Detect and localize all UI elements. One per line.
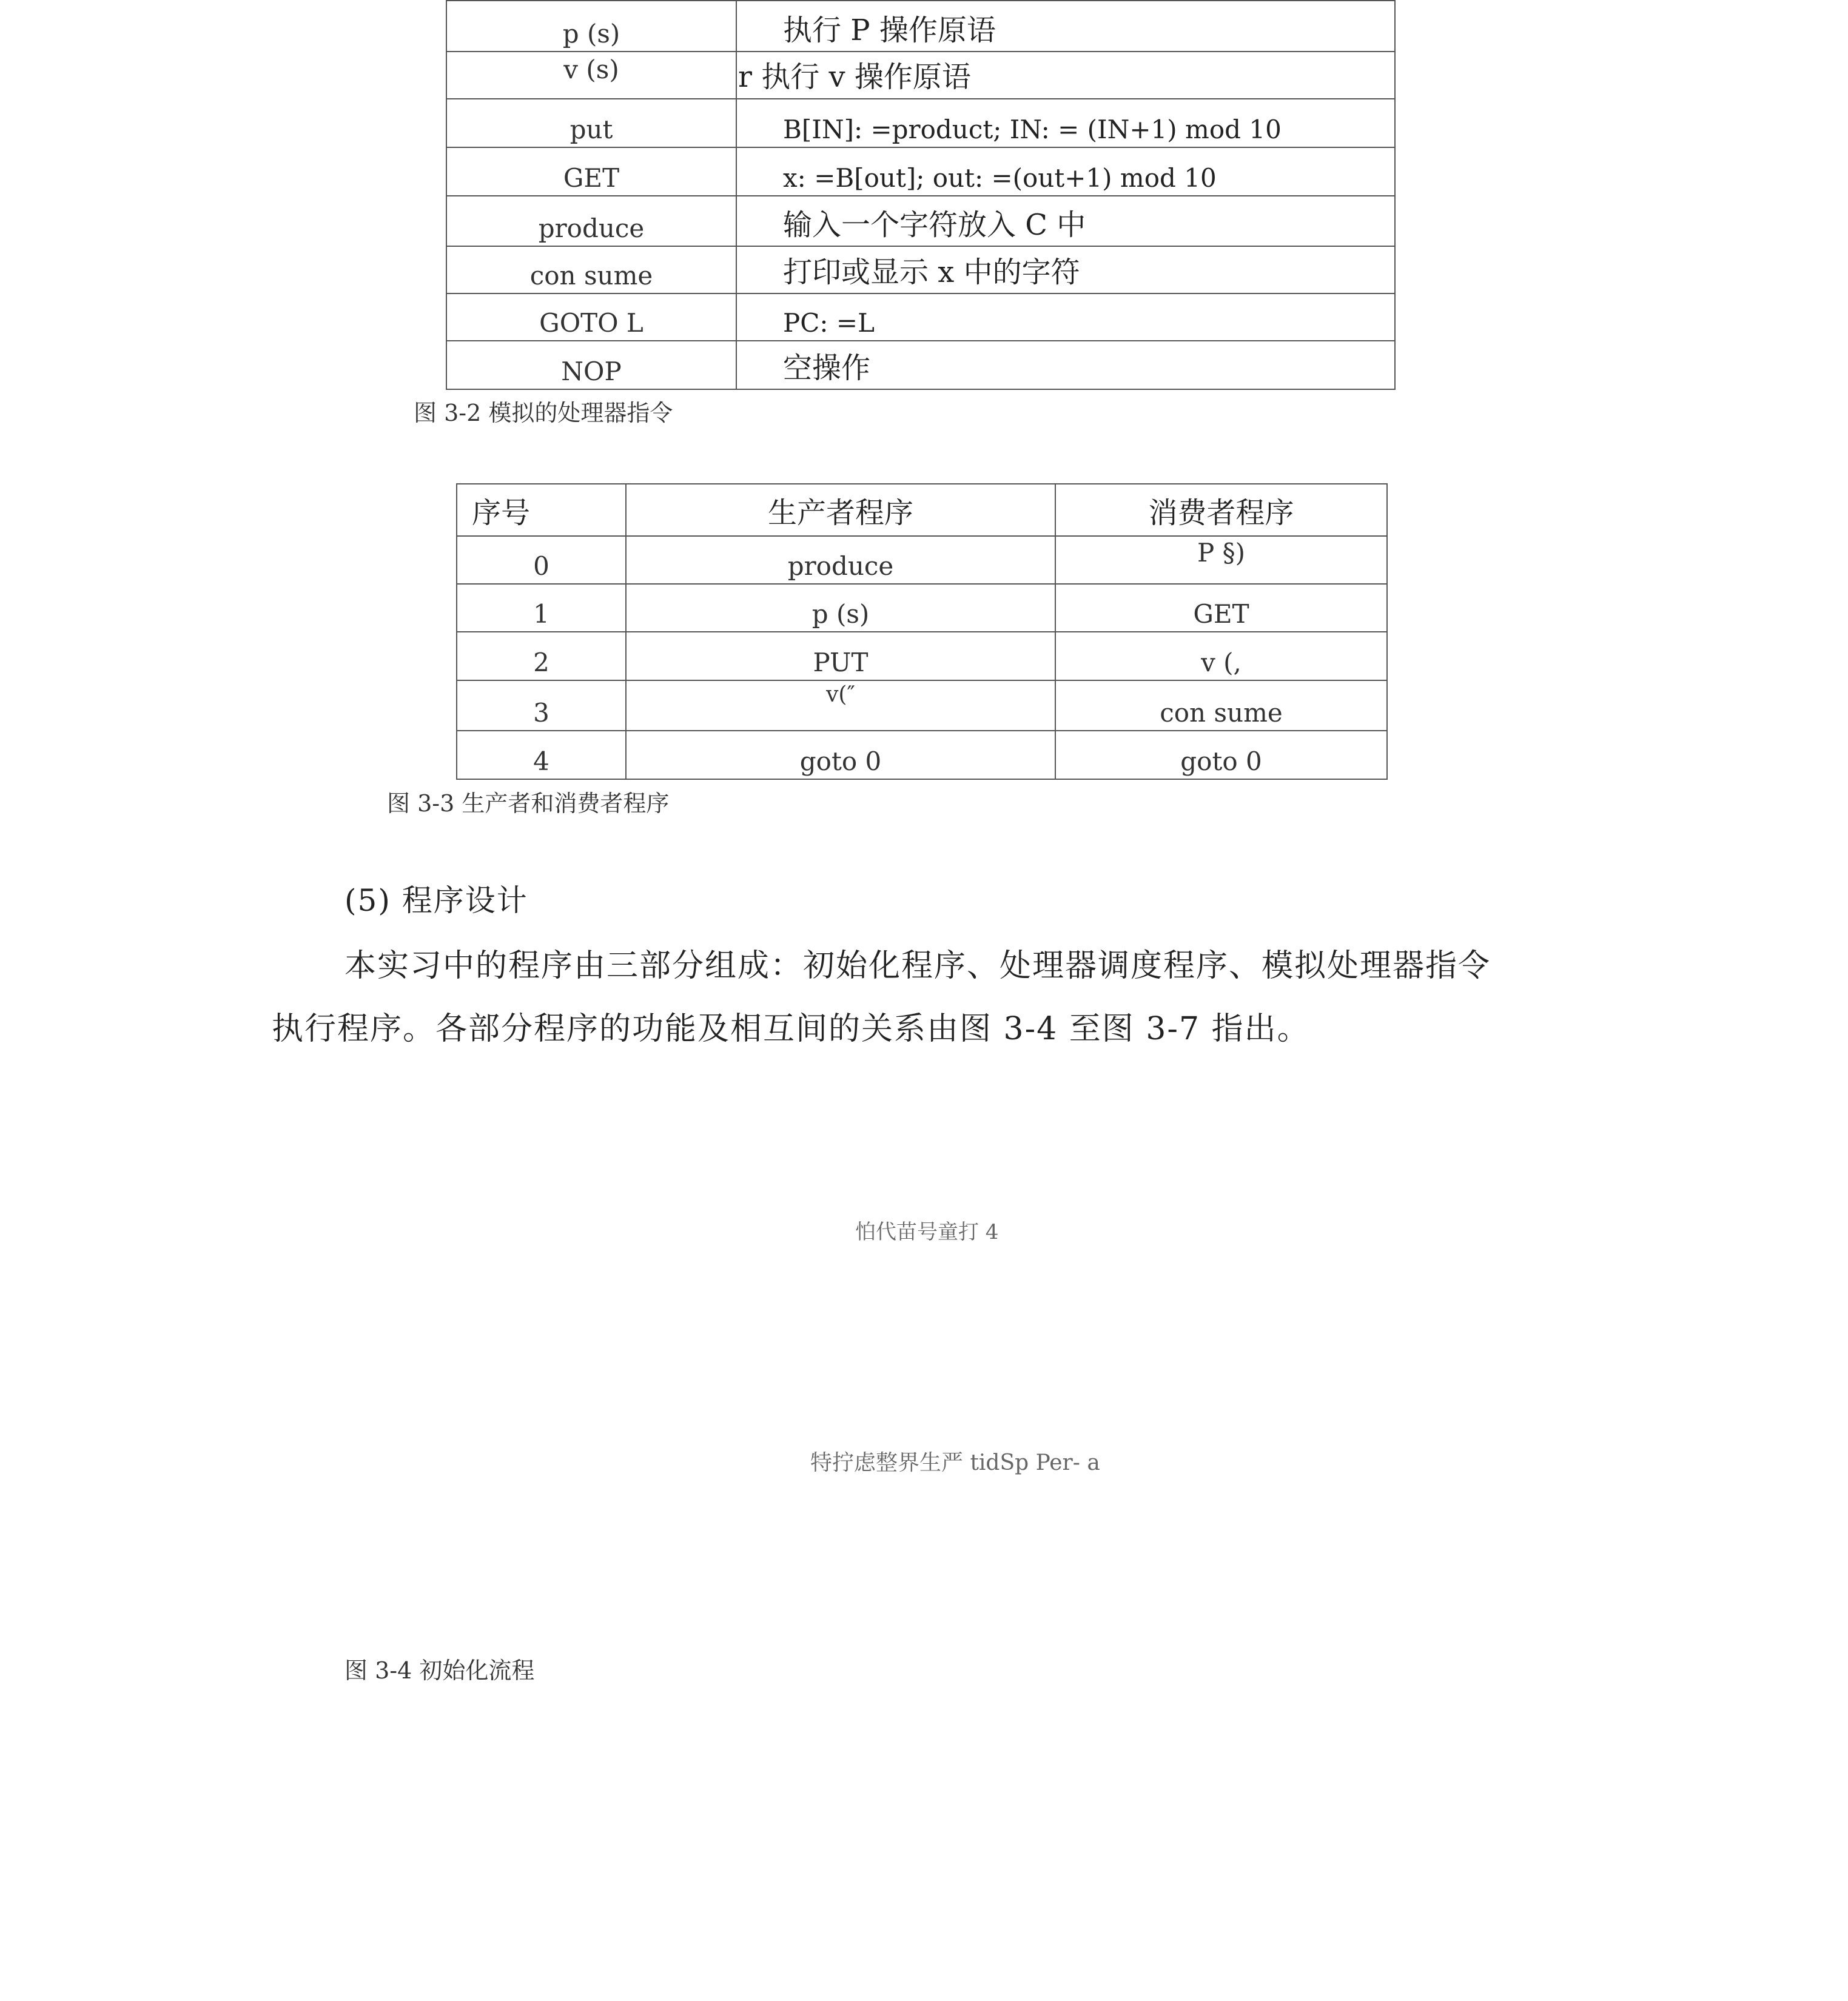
figure-label: 怕代苗号童打 4 [855,1220,999,1244]
instruction-table [446,0,1396,390]
table-row [457,536,1387,584]
table-caption: 图 3-3 生产者和消费者程序 [387,790,670,817]
paragraph-line: 执行程序。各部分程序的功能及相互间的关系由图 3-4 至图 3-7 指出。 [272,1011,1310,1047]
row-index: 1 [457,584,626,632]
consumer-cell: con sume [1055,680,1387,731]
instruction-op: con sume [446,246,736,293]
instruction-op: GET [446,147,736,196]
producer-cell: goto 0 [626,731,1055,779]
instruction-desc: x: =B[out]; out: =(out+1) mod 10 [736,147,1395,196]
table-row [446,196,1395,246]
figure-caption: 图 3-4 初始化流程 [344,1657,535,1684]
table-row [446,147,1395,196]
instruction-op: p (s) [446,1,736,52]
row-index: 4 [457,731,626,779]
table-row [457,584,1387,632]
row-index: 2 [457,632,626,680]
consumer-cell: GET [1055,584,1387,632]
instruction-op: put [446,99,736,147]
instruction-desc: r 执行 v 操作原语 [736,52,1395,99]
table-row [446,246,1395,293]
instruction-desc: 执行 P 操作原语 [736,1,1395,52]
instruction-desc: B[IN]: =product; IN: = (IN+1) mod 10 [736,99,1395,147]
instruction-desc: 空操作 [736,341,1395,389]
instruction-desc: PC: =L [736,293,1395,341]
table-header-row [457,484,1387,536]
header-index: 序号 [457,484,626,536]
consumer-cell: P §) [1055,536,1387,584]
instruction-op: GOTO L [446,293,736,341]
table-row [446,99,1395,147]
producer-cell: produce [626,536,1055,584]
program-table [456,483,1388,780]
instruction-desc: 输入一个字符放入 C 中 [736,196,1395,246]
table-caption: 图 3-2 模拟的处理器指令 [414,400,673,426]
producer-cell: v(″ [626,680,1055,731]
instruction-op: v (s) [446,52,736,99]
table-row [457,632,1387,680]
table-row [457,731,1387,779]
header-consumer: 消费者程序 [1055,484,1387,536]
consumer-cell: v (, [1055,632,1387,680]
header-producer: 生产者程序 [626,484,1055,536]
section-heading: (5) 程序设计 [344,883,528,918]
table-row [446,341,1395,389]
instruction-desc: 打印或显示 x 中的字符 [736,246,1395,293]
producer-cell: p (s) [626,584,1055,632]
producer-cell: PUT [626,632,1055,680]
row-index: 0 [457,536,626,584]
instruction-op: produce [446,196,736,246]
row-index: 3 [457,680,626,731]
instruction-op: NOP [446,341,736,389]
table-row [457,680,1387,731]
figure-label: 特拧虑整界生严 tidSp Per- a [810,1450,1100,1475]
table-row [446,293,1395,341]
consumer-cell: goto 0 [1055,731,1387,779]
paragraph-line: 本实习中的程序由三部分组成：初始化程序、处理器调度程序、模拟处理器指令 [344,948,1491,984]
table-row [446,52,1395,99]
table-row [446,1,1395,52]
